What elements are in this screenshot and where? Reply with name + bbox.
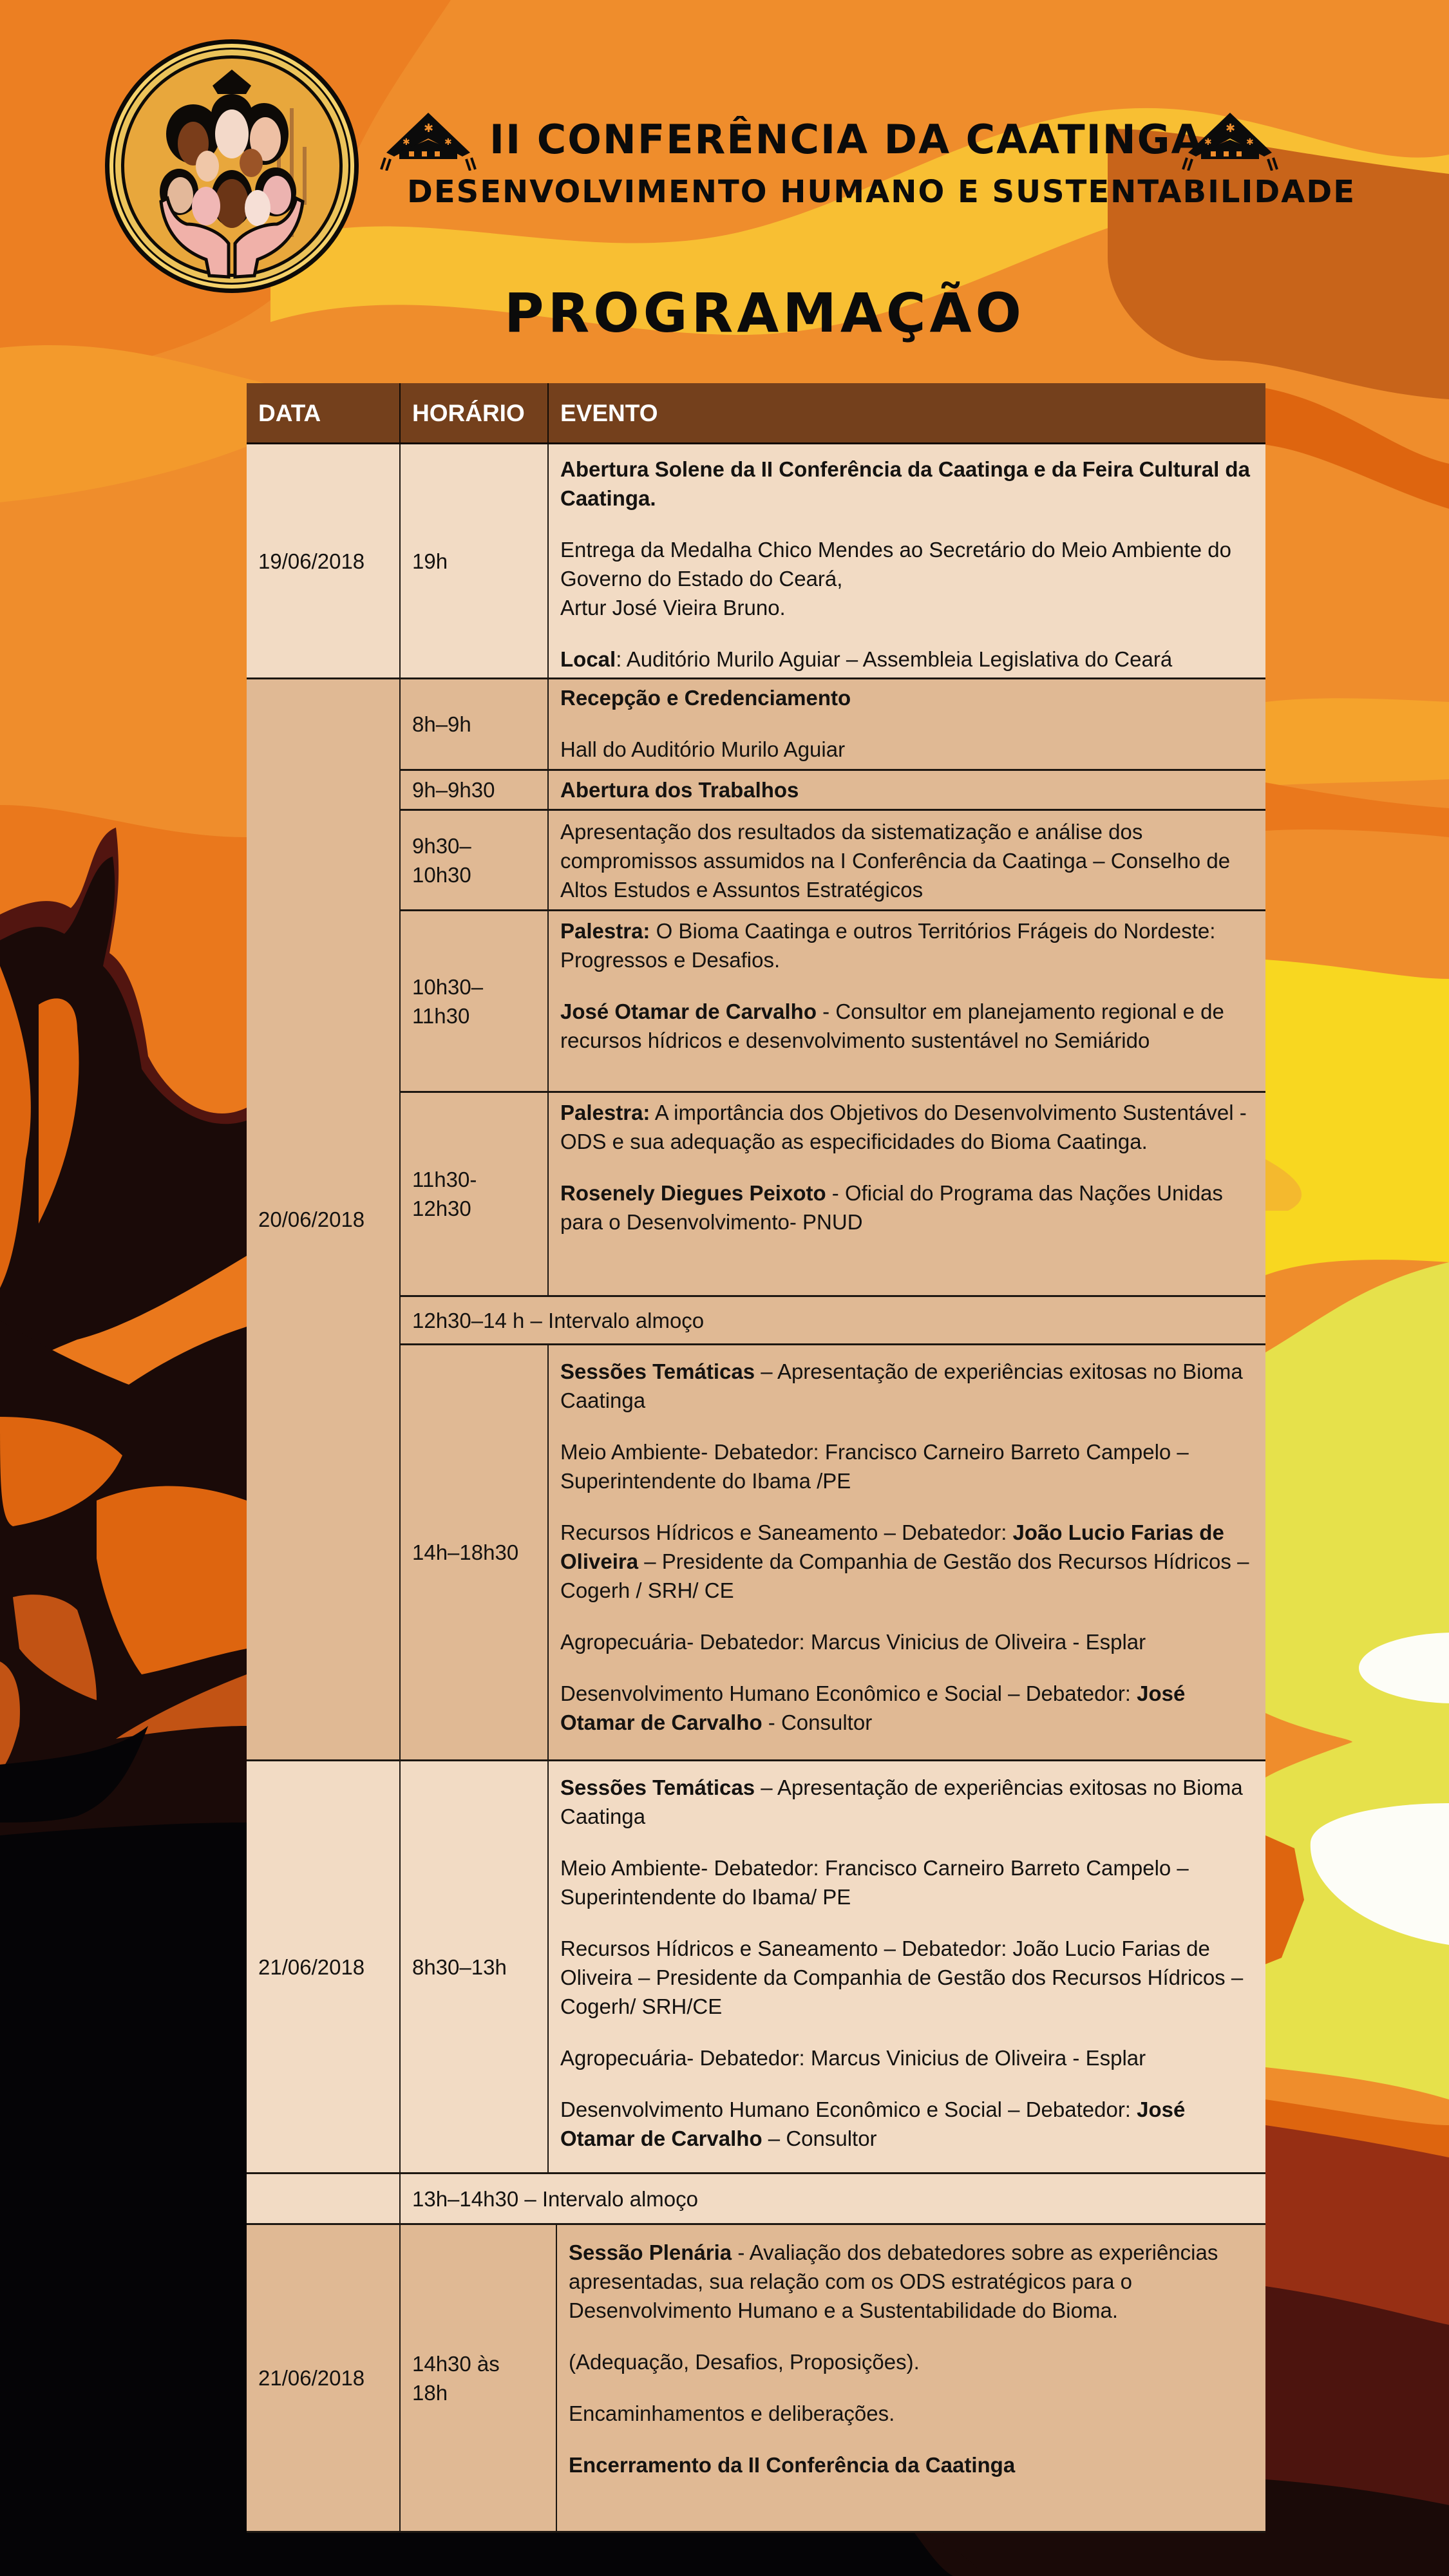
conference-title: II CONFERÊNCIA DA CAATINGA — [489, 116, 1204, 163]
svg-text:✱: ✱ — [1246, 137, 1254, 147]
time-cell: 19h — [401, 444, 549, 679]
event-cell — [549, 911, 1265, 1093]
time-start: 10h30– — [412, 974, 484, 999]
event-title: Recepção e Credenciamento — [560, 686, 851, 710]
time-end: 18h — [412, 2380, 448, 2405]
column-header-event: EVENTO — [549, 383, 1265, 444]
time-cell: 8h30–13h — [401, 1761, 549, 2174]
debater-role: – Consultor — [762, 2126, 877, 2150]
time-start: 11h30- — [412, 1168, 477, 1191]
event-cell — [549, 1093, 1265, 1297]
time-cell — [401, 811, 549, 911]
thematic-item: Meio Ambiente- Debatedor: Francisco Carneiro Barreto Campelo – Superintendente do Ibama/ PE — [560, 1856, 1189, 1909]
event-text: – Apresentação de experiências exitosas no Bioma Caatinga — [560, 1776, 1243, 1828]
event-text: Apresentação dos resultados da sistematização e análise dos compromissos assumidos na I Conferência da Caatinga – Conselho de Altos Estudos e Assuntos Estratégicos — [560, 820, 1231, 902]
time-end: 11h30 — [412, 1003, 470, 1028]
speaker-role: - Oficial do Programa das Nações Unidas para o Desenvolvimento- PNUD — [560, 1181, 1223, 1234]
time-cell: 9h–9h30 — [401, 771, 549, 811]
time-end: 12h30 — [412, 1197, 471, 1220]
time-cell: 8h–9h — [401, 679, 549, 771]
thematic-item: Recursos Hídricos e Saneamento – Debatedor: — [560, 1520, 1013, 1544]
svg-text:✱: ✱ — [424, 122, 434, 135]
event-title: Abertura dos Trabalhos — [560, 778, 799, 802]
event-cell — [549, 1345, 1265, 1761]
event-text: (Adequação, Desafios, Proposições). — [569, 2350, 920, 2374]
column-header-time: HORÁRIO — [401, 383, 549, 444]
event-label: Local — [560, 647, 616, 671]
date-cell: 20/06/2018 — [247, 679, 401, 1761]
event-text: - Avaliação dos debatedores sobre as experiências apresentadas, sua relação com os ODS estratégicos para o Desenvolvimento Humano e a Sustentabilidade do Bioma. — [569, 2240, 1218, 2322]
thematic-item: Agropecuária- Debatedor: Marcus Vinicius de Oliveira - Esplar — [560, 1630, 1146, 1654]
event-title: Sessão Plenária — [569, 2240, 732, 2264]
event-cell — [549, 444, 1265, 679]
time-end: 10h30 — [412, 862, 471, 887]
cangaceiro-hat-icon-left — [380, 113, 477, 171]
event-cell — [549, 1761, 1265, 2174]
thematic-item: Desenvolvimento Humano Econômico e Social – Debatedor: — [560, 1681, 1137, 1705]
thematic-item: Meio Ambiente- Debatedor: Francisco Carneiro Barreto Campelo – Superintendente do Ibama /PE — [560, 1440, 1189, 1493]
time-start: 9h30– — [412, 833, 471, 858]
speaker-name: Rosenely Diegues Peixoto — [560, 1181, 826, 1205]
event-cell — [549, 679, 1265, 771]
event-text: – Apresentação de experiências exitosas no Bioma Caatinga — [560, 1359, 1243, 1412]
section-title-programacao: PROGRAMAÇÃO — [504, 281, 1025, 345]
svg-text:✱: ✱ — [402, 137, 410, 147]
event-text: O Bioma Caatinga e outros Territórios Frágeis do Nordeste: Progressos e Desafios. — [560, 919, 1216, 972]
date-cell: 19/06/2018 — [247, 444, 401, 679]
thematic-item: Agropecuária- Debatedor: Marcus Vinicius de Oliveira - Esplar — [560, 2046, 1146, 2070]
empty-date-cell — [247, 2174, 401, 2225]
event-cell — [549, 811, 1265, 911]
thematic-item: Desenvolvimento Humano Econômico e Social – Debatedor: — [560, 2098, 1137, 2121]
event-title: Sessões Temáticas — [560, 1776, 755, 1799]
lunch-break-row: 12h30–14 h – Intervalo almoço — [401, 1297, 1265, 1345]
time-start: 14h30 às — [412, 2351, 500, 2376]
date-cell: 21/06/2018 — [247, 1761, 401, 2174]
event-text: Entrega da Medalha Chico Mendes ao Secretário do Meio Ambiente do Governo do Estado do Ceará, — [560, 538, 1231, 591]
event-text: Encaminhamentos e deliberações. — [569, 2401, 895, 2425]
conference-logo — [103, 37, 361, 295]
conference-subtitle: DESENVOLVIMENTO HUMANO E SUSTENTABILIDADE — [407, 174, 1356, 210]
event-text: Artur José Vieira Bruno. — [560, 596, 786, 620]
event-label: Palestra: — [560, 1101, 650, 1124]
event-cell — [557, 2225, 1265, 2533]
speaker-role: - Consultor em planejamento regional e de recursos hídricos e desenvolvimento sustentável no Semiárido — [560, 999, 1224, 1052]
event-cell — [549, 771, 1265, 811]
svg-text:✱: ✱ — [1204, 137, 1212, 147]
event-location: : Auditório Murilo Aguiar – Assembleia Legislativa do Ceará — [616, 647, 1173, 671]
debater-name: João Lucio Farias de Oliveira — [560, 1520, 1224, 1573]
time-cell — [401, 1093, 549, 1297]
date-cell: 21/06/2018 — [247, 2225, 401, 2533]
time-cell — [401, 2225, 557, 2533]
speaker-name: José Otamar de Carvalho — [560, 999, 817, 1023]
lunch-break-row: 13h–14h30 – Intervalo almoço — [401, 2174, 1265, 2225]
event-title: Abertura Solene da II Conferência da Caatinga e da Feira Cultural da Caatinga. — [560, 457, 1250, 510]
closing-title: Encerramento da II Conferência da Caatinga — [569, 2453, 1016, 2477]
column-header-date: DATA — [247, 383, 401, 444]
thematic-item: Recursos Hídricos e Saneamento – Debatedor: João Lucio Farias de Oliveira – Presidente da Companhia de Gestão dos Recursos Hídricos – Cogerh/ SRH/CE — [560, 1937, 1244, 2018]
event-title: Sessões Temáticas — [560, 1359, 755, 1383]
time-cell — [401, 911, 549, 1093]
debater-name: José Otamar de Carvalho — [560, 2098, 1186, 2150]
time-cell: 14h–18h30 — [401, 1345, 549, 1761]
event-label: Palestra: — [560, 919, 650, 943]
debater-role: – Presidente da Companhia de Gestão dos Recursos Hídricos – Cogerh / SRH/ CE — [560, 1549, 1249, 1602]
event-text: A importância dos Objetivos do Desenvolvimento Sustentável - ODS e sua adequação as especificidades do Bioma Caatinga. — [560, 1101, 1247, 1153]
debater-name: José Otamar de Carvalho — [560, 1681, 1186, 1734]
event-text: Hall do Auditório Murilo Aguiar — [560, 737, 846, 761]
debater-role: - Consultor — [762, 1710, 873, 1734]
svg-text:✱: ✱ — [444, 137, 452, 147]
svg-text:✱: ✱ — [1226, 122, 1236, 135]
